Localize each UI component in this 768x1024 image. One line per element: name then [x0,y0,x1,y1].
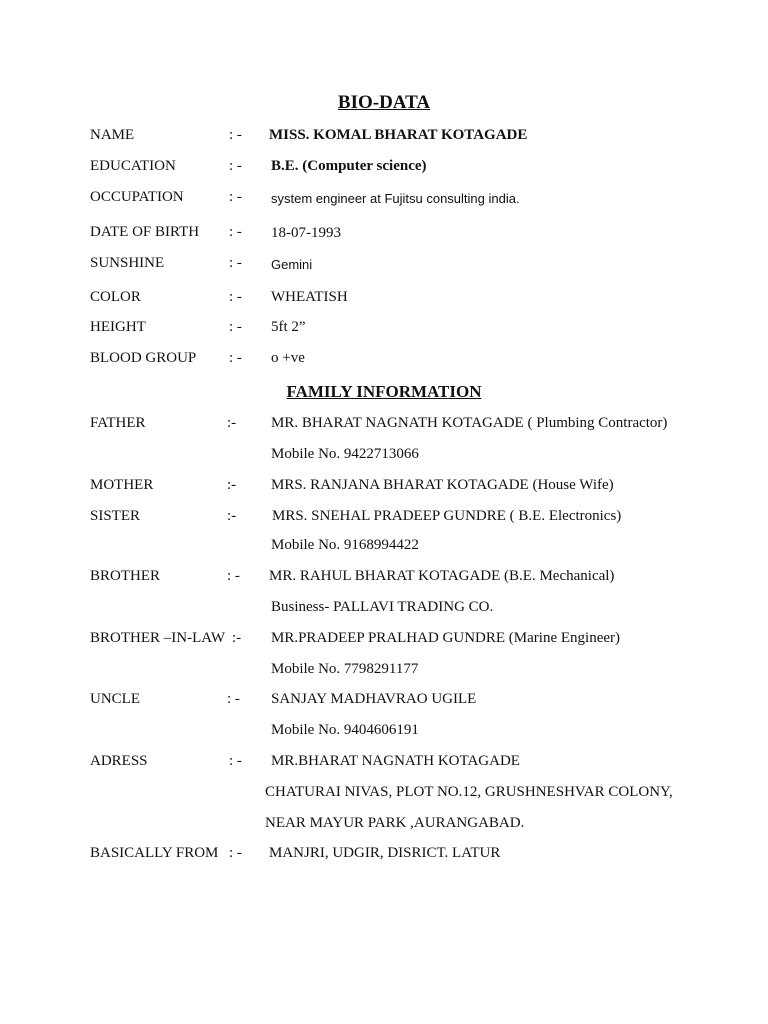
blood-group-value: o +ve [271,350,305,366]
sister-value: MRS. SNEHAL PRADEEP GUNDRE ( B.E. Electronics) [272,508,622,524]
date-of-birth-label: DATE OF BIRTH [90,224,200,240]
education-value: B.E. (Computer science) [271,158,427,174]
uncle-label: UNCLE [90,691,140,707]
uncle-mobile: Mobile No. 9404606191 [271,722,419,738]
address-label: ADRESS [90,753,148,769]
brother-in-law-value: MR.PRADEEP PRALHAD GUNDRE (Marine Engineer) [271,630,620,646]
height-value: 5ft 2” [271,319,306,335]
mother-label: MOTHER [90,477,154,493]
color-separator: : - [229,289,242,305]
education-separator: : - [229,158,242,174]
address-line-3: NEAR MAYUR PARK ,AURANGABAD. [265,815,525,831]
name-value: MISS. KOMAL BHARAT KOTAGADE [269,127,528,143]
name-separator: : - [229,127,242,143]
name-label: NAME [90,127,135,143]
date-of-birth-value: 18-07-1993 [271,225,341,241]
occupation-value: system engineer at Fujitsu consulting india. [271,191,520,206]
color-label: COLOR [90,289,141,305]
basically-from-label: BASICALLY FROM [90,845,219,861]
family-section-title: FAMILY INFORMATION [286,382,482,401]
blood-group-separator: : - [229,350,242,366]
sister-mobile: Mobile No. 9168994422 [271,537,419,553]
sister-separator: :- [227,508,237,524]
sunshine-value: Gemini [271,257,313,272]
sister-label: SISTER [90,508,141,524]
father-value: MR. BHARAT NAGNATH KOTAGADE ( Plumbing Contractor) [271,415,668,431]
address-line-1: MR.BHARAT NAGNATH KOTAGADE [271,753,520,769]
occupation-separator: : - [229,189,242,205]
brother-separator: : - [227,568,240,584]
date-of-birth-separator: : - [229,224,242,240]
brother-in-law-label: BROTHER –IN-LAW [90,630,226,646]
blood-group-label: BLOOD GROUP [90,350,197,366]
occupation-label: OCCUPATION [90,189,184,205]
mother-value: MRS. RANJANA BHARAT KOTAGADE (House Wife) [271,477,614,493]
brother-in-law-separator: :- [232,630,242,646]
basically-from-separator: : - [229,845,242,861]
uncle-separator: : - [227,691,240,707]
basically-from-value: MANJRI, UDGIR, DISRICT. LATUR [269,845,501,861]
sunshine-separator: : - [229,255,242,271]
height-label: HEIGHT [90,319,146,335]
brother-label: BROTHER [90,568,161,584]
brother-business: Business- PALLAVI TRADING CO. [271,599,494,615]
brother-in-law-mobile: Mobile No. 7798291177 [271,661,419,677]
height-separator: : - [229,319,242,335]
father-label: FATHER [90,415,146,431]
father-mobile: Mobile No. 9422713066 [271,446,419,462]
page-title: BIO-DATA [337,92,431,113]
mother-separator: :- [227,477,237,493]
color-value: WHEATISH [271,289,348,305]
address-separator: : - [229,753,242,769]
uncle-value: SANJAY MADHAVRAO UGILE [271,691,477,707]
brother-value: MR. RAHUL BHARAT KOTAGADE (B.E. Mechanical) [269,568,615,584]
address-line-2: CHATURAI NIVAS, PLOT NO.12, GRUSHNESHVAR COLONY, [265,784,673,800]
father-separator: :- [227,415,237,431]
education-label: EDUCATION [90,158,176,174]
sunshine-label: SUNSHINE [90,255,165,271]
